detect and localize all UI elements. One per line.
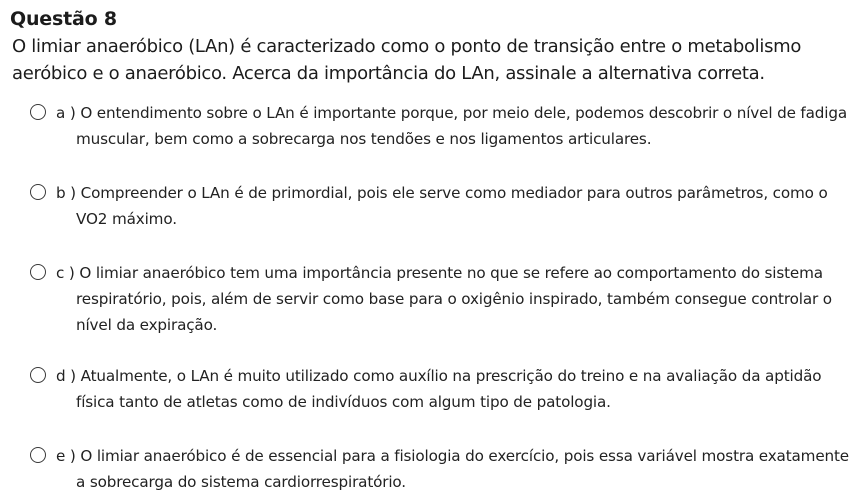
option-d-line1: Atualmente, o LAn é muito utilizado como auxílio na prescrição do treino e na avaliação da aptidão [80, 367, 822, 385]
option-e-letter: e ) [56, 447, 76, 465]
radio-button-b[interactable] [30, 184, 46, 200]
option-e-text [56, 443, 854, 495]
option-c-text [56, 260, 854, 338]
option-b-line2: VO2 máximo. [76, 210, 177, 228]
option-c[interactable] [30, 260, 854, 338]
option-d-text [56, 363, 854, 415]
option-a-text [56, 100, 854, 152]
option-c-line2: respiratório, pois, além de servir como base para o oxigênio inspirado, também consegue controlar o [76, 290, 832, 308]
question-title: Questão 8 [10, 8, 117, 30]
option-c-line3: nível da expiração. [76, 316, 218, 334]
option-b-letter: b ) [56, 184, 76, 202]
question-stem: O limiar anaeróbico (LAn) é caracterizado como o ponto de transição entre o metabolismo aeróbico e o anaeróbico. Acerca da importância do LAn, assinale a alternativa correta. [12, 36, 802, 84]
option-a-line1: O entendimento sobre o LAn é importante porque, por meio dele, podemos descobrir o nível de fadiga [80, 104, 847, 122]
option-c-line1: O limiar anaeróbico tem uma importância presente no que se refere ao comportamento do sistema [79, 264, 823, 282]
option-d[interactable] [30, 363, 854, 415]
option-e[interactable] [30, 443, 854, 495]
radio-button-a[interactable] [30, 104, 46, 120]
option-b[interactable] [30, 180, 854, 232]
radio-button-c[interactable] [30, 264, 46, 280]
option-b-line1: Compreender o LAn é de primordial, pois ele serve como mediador para outros parâmetros, como o [80, 184, 828, 202]
option-a-letter: a ) [56, 104, 76, 122]
radio-button-e[interactable] [30, 447, 46, 463]
option-b-text [56, 180, 854, 232]
option-e-line1: O limiar anaeróbico é de essencial para a fisiologia do exercício, pois essa variável mostra exatamente [80, 447, 849, 465]
option-c-letter: c ) [56, 264, 75, 282]
option-d-letter: d ) [56, 367, 76, 385]
option-a[interactable] [30, 100, 854, 152]
option-e-line2: a sobrecarga do sistema cardiorrespiratório. [76, 473, 406, 491]
radio-button-d[interactable] [30, 367, 46, 383]
option-a-line2: muscular, bem como a sobrecarga nos tendões e nos ligamentos articulares. [76, 130, 652, 148]
option-d-line2: física tanto de atletas como de indivíduos com algum tipo de patologia. [76, 393, 611, 411]
